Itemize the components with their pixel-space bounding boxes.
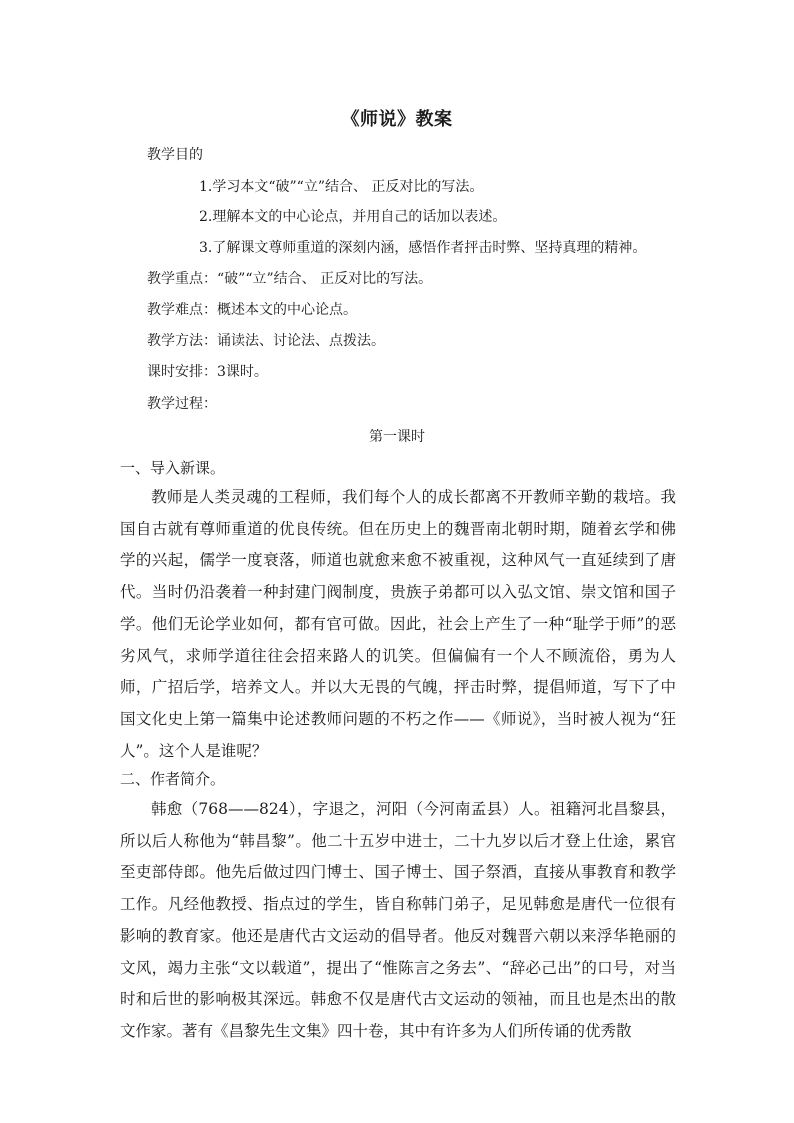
methods: 教学方法：诵读法、讨论法、点拨法。	[147, 333, 385, 349]
key-point: 教学重点：“破”“立”结合、 正反对比的写法。	[147, 271, 433, 287]
section2-heading: 二、作者简介。	[120, 770, 226, 788]
section1-heading: 一、导入新课。	[120, 459, 226, 477]
page-title: 《师说》教案	[341, 109, 453, 130]
schedule: 课时安排：3课时。	[147, 364, 268, 380]
objectives-heading: 教学目的	[147, 147, 203, 163]
lesson-heading: 第一课时	[369, 429, 425, 445]
objective-item-1: 1.学习本文“破”“立”结合、 正反对比的写法。	[199, 179, 484, 195]
process-heading: 教学过程：	[147, 396, 217, 412]
difficulty: 教学难点：概述本文的中心论点。	[147, 302, 357, 318]
section2-text: 韩愈（768——824），字退之，河阳（今河南孟县）人。祖籍河北昌黎县，所以后人称他为“韩昌黎”。他二十五岁中进士，二十九岁以后才登上仕途，累官至吏部侍郎。他先后做过四门博士、国子博士、国子祭酒，直接从事教育和教学工作。凡经他教授、指点过的学生，皆自称韩门弟子，足见韩愈是唐代一位很有影响的教育家。他还是唐代古文运动的倡导者。他反对魏晋六朝以来浮华艳丽的文风，竭力主张“文以载道”，提出了“惟陈言之务去”、“辞必己出”的口号，对当时和后世的影响极其深远。韩愈不仅是唐代古文运动的领袖，而且也是杰出的散文作家。著有《昌黎先生文集》四十卷，其中有许多为人们所传诵的优秀散	[120, 800, 676, 1040]
section1-text: 教师是人类灵魂的工程师，我们每个人的成长都离不开教师辛勤的栽培。我国自古就有尊师重道的优良传统。但在历史上的魏晋南北朝时期，随着玄学和佛学的兴起，儒学一度衰落，师道也就愈来愈不被重视，这种风气一直延续到了唐代。当时仍沿袭着一种封建门阀制度，贵族子弟都可以入弘文馆、崇文馆和国子学。他们无论学业如何，都有官可做。因此，社会上产生了一种“耻学于师”的恶劣风气，求师学道往往会招来路人的讥笑。但偏偏有一个人不顾流俗，勇为人师，广招后学，培养文人。并以大无畏的气魄，抨击时弊，提倡师道，写下了中国文化史上第一篇集中论述教师问题的不朽之作——《师说》，当时被人视为“狂人”。这个人是谁呢？	[120, 488, 676, 760]
section2-paragraph	[120, 794, 676, 1048]
objective-item-2: 2.理解本文的中心论点，并用自己的话加以表述。	[199, 209, 507, 225]
section1-paragraph	[120, 482, 676, 767]
objective-item-3: 3.了解课文尊师重道的深刻内涵，感悟作者抨击时弊、坚持真理的精神。	[199, 240, 647, 256]
